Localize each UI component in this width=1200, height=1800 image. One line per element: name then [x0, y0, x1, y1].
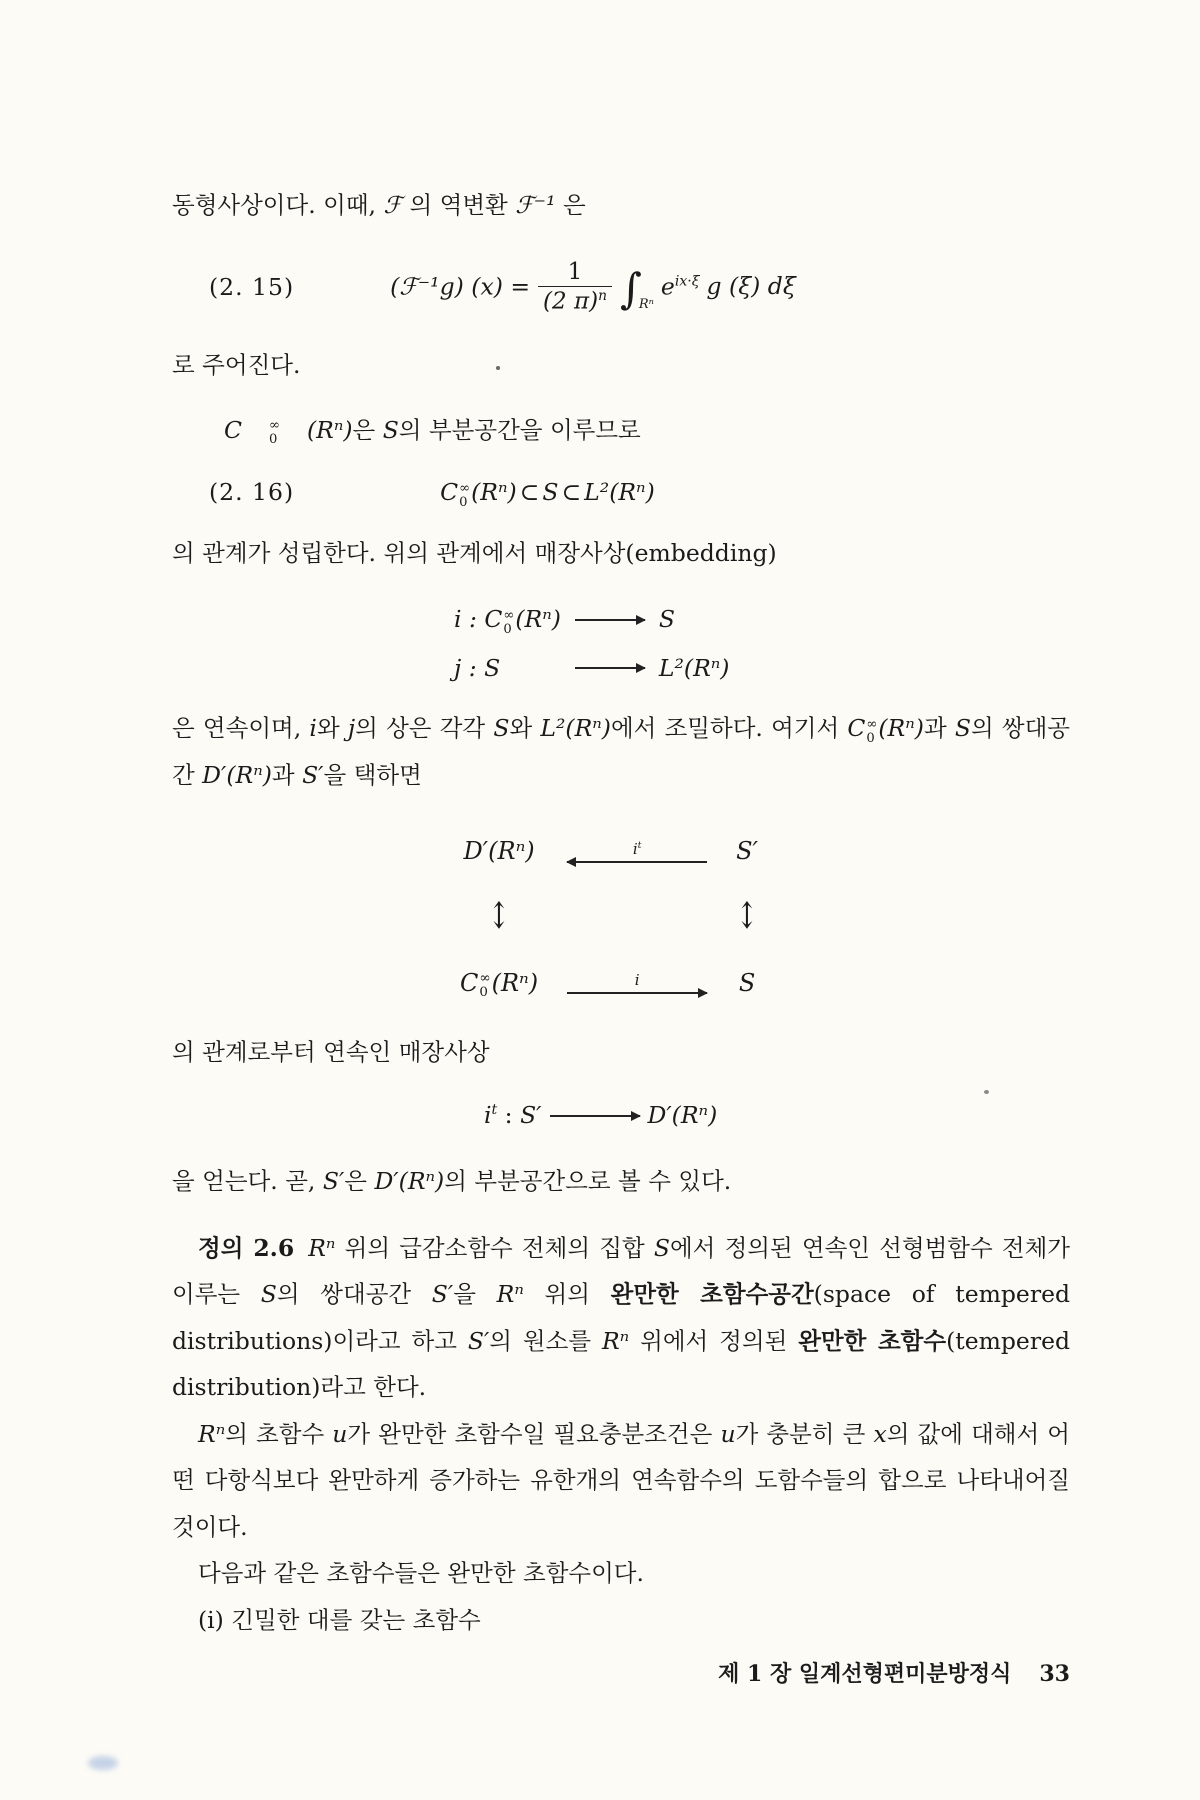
equation-2-15 — [172, 259, 1070, 317]
s-prime-space-symbol: S′ — [467, 1326, 490, 1355]
fourier-symbol: ℱ — [383, 191, 402, 219]
vertical-double-arrow-left: ↕ — [488, 896, 510, 938]
text-run: 을 — [453, 1280, 497, 1309]
node-s-prime: S′ — [736, 837, 758, 866]
exponential-base: e — [660, 271, 675, 300]
subset-symbol: ⊂ — [519, 478, 540, 507]
text-run: 의 부분공간으로 볼 수 있다. — [444, 1167, 732, 1196]
text-run: 와 — [316, 714, 348, 743]
schwartz-space-symbol: S — [493, 714, 510, 743]
text-run: 을 얻는다. 곧, — [172, 1167, 323, 1196]
d-prime-space-symbol: D′(Rⁿ) — [647, 1100, 718, 1129]
transpose-embedding-equation: $i^t$ : S′ D′(Rⁿ) — [484, 1100, 718, 1129]
exponential-exponent: ix·ξ — [674, 273, 700, 290]
term-tempered-distribution-space: 완만한 초함수공간 — [610, 1280, 814, 1309]
l2-space-symbol: L²(Rⁿ) — [584, 478, 655, 507]
equation-lhs: (ℱ⁻¹g) (x) = — [390, 271, 531, 300]
para-isomorphism-intro — [172, 182, 1070, 229]
para-examples-intro: 다음과 같은 초함수들은 완만한 초함수이다. — [198, 1559, 644, 1588]
c0-infinity-space-symbol — [198, 407, 353, 454]
para-continuity: 은 연속이며, i와 j의 상은 각각 S와 L²(Rⁿ)에서 조밀하다. 여기서 C ∞ 0 (Rⁿ) 과 S의 쌍대공간 D′(Rⁿ)과 S′을 택하면 — [172, 705, 1070, 798]
integrand-tail: g (ξ) dξ — [706, 271, 796, 300]
text-run: (tempered distribution)라고 한다. — [172, 1326, 1071, 1402]
text-run: 위의 — [523, 1280, 611, 1309]
text-run: 은 — [352, 415, 383, 444]
c-scripts: ∞ 0 — [268, 418, 280, 448]
d-prime-space-symbol: D′(Rⁿ) — [202, 760, 272, 789]
rn-domain: (Rⁿ) — [306, 415, 353, 444]
text-run: 가 충분히 큰 — [735, 1419, 874, 1448]
text-run: 동형사상이다. 이때, — [172, 191, 384, 219]
right-arrow-icon — [567, 992, 707, 994]
d-prime-space-symbol: D′(Rⁿ) — [374, 1167, 445, 1196]
s-prime-space-symbol: S′ — [520, 1100, 542, 1129]
text-run: 과 — [271, 760, 303, 789]
scan-speck — [496, 366, 500, 370]
fraction-numerator: 1 — [567, 258, 583, 285]
text-run: 와 — [509, 714, 541, 743]
text-run: 의 역변환 — [401, 191, 516, 219]
text-run: 의 부분공간을 이루므로 — [398, 415, 641, 444]
equation-2-16-body — [440, 469, 655, 516]
text-run: 의 쌍대공간 — [172, 714, 1070, 789]
c0-infinity-space-symbol: C ∞ 0 (Rⁿ) — [847, 714, 924, 746]
c0-infinity-space-symbol: C ∞ 0 (Rⁿ) — [440, 478, 517, 510]
scan-speck — [984, 1090, 989, 1094]
rn-symbol: Rⁿ — [308, 1233, 336, 1262]
page-footer — [172, 1653, 1070, 1697]
text-run: 의 쌍대공간 — [276, 1280, 432, 1309]
schwartz-space-symbol: S — [382, 415, 399, 444]
scan-smudge — [88, 1756, 118, 1770]
text-run: 의 초함수 — [225, 1419, 333, 1448]
schwartz-space-symbol: S — [260, 1280, 277, 1309]
embedding-j-codomain: L²(Rⁿ) — [658, 653, 730, 682]
text-run: 은 — [344, 1167, 375, 1196]
para-characterization: Rⁿ의 초함수 u가 완만한 초함수일 필요충분조건은 u가 충분히 큰 x의 값에 대해서 어떤 다항식보다 완만하게 증가하는 유한개의 연속함수의 도함수들의 합으로 나타내어질 것이다. — [172, 1419, 1070, 1541]
l2-space-symbol: L²(Rⁿ) — [540, 714, 611, 743]
subset-symbol: ⊂ — [561, 478, 582, 507]
schwartz-space-symbol: S — [954, 714, 971, 743]
fourier-inverse-symbol: ℱ⁻¹ — [515, 191, 556, 219]
text-run: 위의 급감소함수 전체의 집합 — [335, 1233, 654, 1262]
fraction — [538, 259, 612, 317]
text-run: 에서 조밀하다. 여기서 — [610, 714, 848, 743]
text-run: 의 값에 대해서 어떤 다항식보다 완만하게 증가하는 유한개의 연속함수의 도함수들의 합으로 나타내어질 것이다. — [172, 1419, 1070, 1541]
right-arrow-icon — [550, 1115, 640, 1117]
schwartz-space-symbol: S — [542, 478, 559, 507]
node-s: S — [738, 968, 756, 997]
text-run: 의 상은 각각 — [355, 714, 494, 743]
rn-symbol: Rⁿ — [496, 1280, 524, 1309]
text-run: 은 — [555, 191, 586, 219]
definition-2-6 — [172, 1225, 1070, 1411]
para-given-by: 로 주어진다. — [172, 351, 301, 380]
para-example-i: (i) 긴밀한 대를 갖는 초함수 — [198, 1605, 481, 1634]
arrow-i — [567, 970, 707, 994]
commutative-diagram — [460, 828, 758, 1007]
text-run: 가 완만한 초함수일 필요충분조건은 — [347, 1419, 721, 1448]
arrow-label: i — [634, 970, 640, 989]
text-run: 의 원소를 — [489, 1326, 602, 1355]
text-run: 과 — [923, 714, 955, 743]
s-prime-space-symbol: S′ — [431, 1280, 454, 1309]
text-run: 을 택하면 — [323, 760, 422, 789]
para-from-relation: 의 관계로부터 연속인 매장사상 — [172, 1038, 490, 1067]
chapter-title: 제 1 장 일계선형편미분방정식 — [718, 1661, 1012, 1688]
s-prime-space-symbol: S′ — [322, 1167, 345, 1196]
text-run: (space of tempered distributions)이라고 하고 — [172, 1280, 1071, 1355]
arrow-i-transpose — [567, 839, 707, 863]
embedding-maps — [454, 596, 729, 691]
schwartz-space-symbol: S — [653, 1233, 670, 1262]
right-arrow-icon — [575, 619, 645, 621]
equation-2-15-label: (2. 15) — [209, 273, 295, 302]
fraction-denominator: (2 π)$^n$ — [538, 286, 612, 316]
definition-label: 정의 2.6 — [198, 1233, 295, 1262]
text-run: 에서 정의된 연속인 선형범함수 전체가 이루는 — [172, 1233, 1070, 1309]
para-relation-embedding: 의 관계가 성립한다. 위의 관계에서 매장사상(embedding) — [172, 538, 777, 567]
c-symbol: C — [224, 415, 242, 444]
integral-domain: Rⁿ — [638, 296, 654, 312]
embedding-i-domain: i : C ∞ 0 (Rⁿ) — [454, 596, 561, 643]
equation-2-16-label: (2. 16) — [209, 478, 295, 507]
arrow-label: $i^t$ — [632, 839, 642, 858]
para-conclusion — [172, 1158, 1070, 1205]
term-tempered-distribution: 완만한 초함수 — [798, 1326, 947, 1355]
integral-sign: ∫ — [619, 263, 642, 313]
node-d-prime: D′(Rⁿ) — [463, 837, 535, 866]
vertical-double-arrow-right: ↕ — [736, 896, 758, 938]
c0-infinity-space-symbol: C ∞ 0 (Rⁿ) — [484, 605, 561, 637]
embedding-j-domain: j : S — [454, 653, 501, 682]
rn-symbol: Rⁿ — [198, 1419, 226, 1448]
i-transpose-symbol: i — [484, 1100, 492, 1129]
equation-2-15-body — [390, 259, 796, 317]
node-c0-infinity: C ∞ 0 (Rⁿ) — [460, 968, 539, 1001]
s-prime-space-symbol: S′ — [302, 760, 324, 789]
equation-2-16 — [172, 469, 1070, 516]
left-arrow-icon — [567, 861, 707, 863]
rn-symbol: Rⁿ — [601, 1326, 630, 1355]
text-run: 위에서 정의된 — [629, 1326, 799, 1355]
para-subspace — [172, 407, 1070, 454]
right-arrow-icon — [575, 667, 645, 669]
page-number: 33 — [1039, 1661, 1070, 1688]
text-run: 은 연속이며, — [172, 714, 310, 743]
embedding-i-codomain: S — [658, 605, 675, 634]
